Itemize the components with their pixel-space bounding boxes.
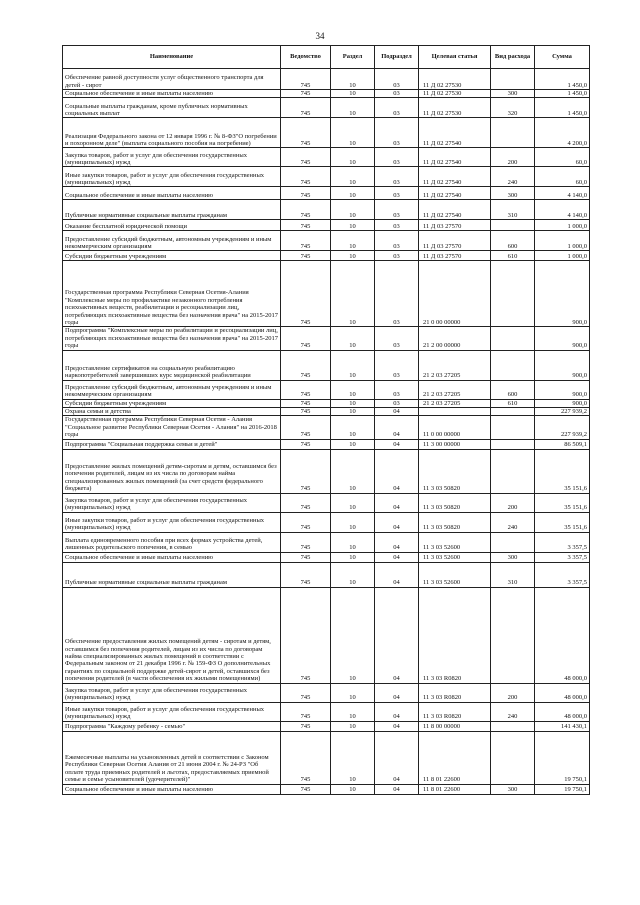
- row-target-article: 11 3 03 52600: [419, 532, 491, 552]
- row-sum: 3 357,5: [535, 532, 590, 552]
- table-row: [63, 408, 590, 416]
- table-row: [63, 552, 590, 562]
- row-expense-type: 300: [491, 90, 535, 98]
- row-target-article: 11 Д 02 27530: [419, 90, 491, 98]
- row-sum: 1 000,0: [535, 231, 590, 251]
- row-department: 745: [281, 220, 331, 231]
- row-target-article: 11 3 03 R0820: [419, 702, 491, 721]
- row-section: 10: [331, 69, 375, 90]
- row-target-article: 11 Д 03 27570: [419, 220, 491, 231]
- table-row: [63, 493, 590, 512]
- row-department: 745: [281, 683, 331, 702]
- header-department: Ведомство: [281, 46, 331, 69]
- table-row: [63, 449, 590, 493]
- row-section: 10: [331, 90, 375, 98]
- row-subsection: 04: [375, 416, 419, 439]
- row-section: 10: [331, 683, 375, 702]
- row-subsection: 04: [375, 731, 419, 784]
- row-department: 745: [281, 731, 331, 784]
- row-expense-type: [491, 449, 535, 493]
- row-department: 745: [281, 261, 331, 327]
- row-department: 745: [281, 69, 331, 90]
- row-subsection: 04: [375, 562, 419, 587]
- row-sum: 900,0: [535, 399, 590, 407]
- row-sum: 19 750,1: [535, 731, 590, 784]
- table-header: [63, 46, 590, 69]
- table-row: [63, 327, 590, 350]
- row-expense-type: [491, 731, 535, 784]
- row-expense-type: 600: [491, 231, 535, 251]
- row-department: 745: [281, 587, 331, 683]
- row-name: Государственная программа Республики Северная Осетия-Алания "Комплексные меры по профилактике незаконного потребления психоактивных веществ, реабилитации и ресоциализации лиц, потребляющих психоактивные вещества без назначения врача" на 2015-2017 годы: [63, 261, 281, 327]
- row-subsection: 03: [375, 231, 419, 251]
- row-department: 745: [281, 148, 331, 167]
- row-target-article: 11 8 00 00000: [419, 721, 491, 731]
- row-target-article: 11 3 03 50820: [419, 512, 491, 532]
- row-sum: 19 750,1: [535, 784, 590, 794]
- row-department: 745: [281, 532, 331, 552]
- row-subsection: 04: [375, 721, 419, 731]
- row-target-article: 11 3 03 50820: [419, 493, 491, 512]
- row-name: Субсидии бюджетным учреждениям: [63, 399, 281, 407]
- row-target-article: 11 Д 02 27540: [419, 187, 491, 200]
- header-target-article: Целевая статья: [419, 46, 491, 69]
- table-row: [63, 69, 590, 90]
- table-row: [63, 562, 590, 587]
- row-section: 10: [331, 327, 375, 350]
- table-row: [63, 702, 590, 721]
- row-department: 745: [281, 552, 331, 562]
- row-section: 10: [331, 512, 375, 532]
- row-target-article: 11 3 03 R0820: [419, 683, 491, 702]
- row-target-article: 11 8 01 22600: [419, 784, 491, 794]
- row-sum: 1 000,0: [535, 220, 590, 231]
- row-department: 745: [281, 187, 331, 200]
- row-name: Реализация Федерального закона от 12 января 1996 г. № 8-ФЗ"О погребении и похоронном деле" (выплата социального пособия на погребение): [63, 118, 281, 148]
- row-sum: 1 000,0: [535, 251, 590, 261]
- row-department: 745: [281, 231, 331, 251]
- row-expense-type: 240: [491, 167, 535, 187]
- row-section: 10: [331, 731, 375, 784]
- row-section: 10: [331, 220, 375, 231]
- table-row: [63, 416, 590, 439]
- row-section: 10: [331, 167, 375, 187]
- row-department: 745: [281, 721, 331, 731]
- row-sum: 3 357,5: [535, 562, 590, 587]
- table-row: [63, 251, 590, 261]
- row-subsection: 04: [375, 493, 419, 512]
- row-name: Закупка товаров, работ и услуг для обеспечения государственных (муниципальных) нужд: [63, 148, 281, 167]
- row-department: 745: [281, 439, 331, 449]
- row-expense-type: [491, 220, 535, 231]
- row-name: Публичные нормативные социальные выплаты гражданам: [63, 562, 281, 587]
- row-target-article: 11 Д 02 27540: [419, 148, 491, 167]
- row-section: 10: [331, 251, 375, 261]
- row-department: 745: [281, 90, 331, 98]
- row-subsection: 04: [375, 439, 419, 449]
- row-section: 10: [331, 449, 375, 493]
- row-subsection: 03: [375, 251, 419, 261]
- row-subsection: 03: [375, 380, 419, 399]
- row-target-article: [419, 408, 491, 416]
- row-section: 10: [331, 350, 375, 380]
- row-sum: 1 450,0: [535, 90, 590, 98]
- row-name: Предоставление субсидий бюджетным, автономным учреждениям и иным некоммерческим организациям: [63, 231, 281, 251]
- row-department: 745: [281, 512, 331, 532]
- row-expense-type: [491, 416, 535, 439]
- table-row: [63, 261, 590, 327]
- row-sum: 35 151,6: [535, 493, 590, 512]
- row-sum: 48 000,0: [535, 702, 590, 721]
- row-name: Подпрограмма "Каждому ребенку - семью": [63, 721, 281, 731]
- row-subsection: 03: [375, 118, 419, 148]
- row-section: 10: [331, 200, 375, 220]
- row-target-article: 21 2 03 27205: [419, 350, 491, 380]
- row-name: Предоставление субсидий бюджетным, автономным учреждениям и иным некоммерческим организациям: [63, 380, 281, 399]
- row-target-article: 11 8 01 22600: [419, 731, 491, 784]
- row-name: Социальные выплаты гражданам, кроме публичных нормативных социальных выплат: [63, 98, 281, 118]
- row-name: Охрана семьи и детства: [63, 408, 281, 416]
- row-subsection: 03: [375, 69, 419, 90]
- table-row: [63, 98, 590, 118]
- row-sum: 900,0: [535, 261, 590, 327]
- row-expense-type: 310: [491, 200, 535, 220]
- table-row: [63, 532, 590, 552]
- row-subsection: 03: [375, 167, 419, 187]
- row-department: 745: [281, 408, 331, 416]
- row-section: 10: [331, 587, 375, 683]
- row-department: 745: [281, 167, 331, 187]
- row-section: 10: [331, 408, 375, 416]
- row-department: 745: [281, 493, 331, 512]
- row-subsection: 04: [375, 587, 419, 683]
- row-expense-type: [491, 118, 535, 148]
- row-target-article: 11 0 00 00000: [419, 416, 491, 439]
- row-expense-type: 300: [491, 187, 535, 200]
- row-section: 10: [331, 552, 375, 562]
- row-section: 10: [331, 98, 375, 118]
- row-section: 10: [331, 148, 375, 167]
- row-expense-type: [491, 69, 535, 90]
- row-section: 10: [331, 493, 375, 512]
- row-expense-type: 240: [491, 512, 535, 532]
- row-name: Социальное обеспечение и иные выплаты населению: [63, 552, 281, 562]
- row-department: 745: [281, 380, 331, 399]
- table-row: [63, 587, 590, 683]
- row-name: Обеспечение равной доступности услуг общественного транспорта для детей - сирот: [63, 69, 281, 90]
- table-row: [63, 200, 590, 220]
- page-number: 34: [315, 31, 325, 41]
- row-expense-type: 200: [491, 493, 535, 512]
- row-expense-type: 600: [491, 380, 535, 399]
- row-department: 745: [281, 416, 331, 439]
- table-row: [63, 167, 590, 187]
- header-sum: Сумма: [535, 46, 590, 69]
- row-section: 10: [331, 784, 375, 794]
- row-sum: 900,0: [535, 350, 590, 380]
- row-expense-type: [491, 587, 535, 683]
- row-name: Подпрограмма "Комплексные меры по реабилитации и ресоциализации лиц, потребляющих психоактивные вещества без назначения врача" на 2015-2017 годы: [63, 327, 281, 350]
- table-row: [63, 683, 590, 702]
- row-target-article: 21 2 00 00000: [419, 327, 491, 350]
- row-subsection: 03: [375, 98, 419, 118]
- row-expense-type: [491, 439, 535, 449]
- row-subsection: 03: [375, 350, 419, 380]
- table-row: [63, 731, 590, 784]
- row-section: 10: [331, 532, 375, 552]
- row-subsection: 03: [375, 399, 419, 407]
- row-name: Иные закупки товаров, работ и услуг для обеспечения государственных (муниципальных) нужд: [63, 702, 281, 721]
- row-department: 745: [281, 251, 331, 261]
- row-sum: 4 200,0: [535, 118, 590, 148]
- row-section: 10: [331, 439, 375, 449]
- table-row: [63, 118, 590, 148]
- row-sum: 141 430,1: [535, 721, 590, 731]
- row-name: Социальное обеспечение и иные выплаты населению: [63, 90, 281, 98]
- row-target-article: 11 3 03 50820: [419, 449, 491, 493]
- row-name: Обеспечение предоставления жилых помещений детям - сиротам и детям, оставшимся без попечения родителей, лицам из их числа по договорам найма специализированных жилых помещений в соответствии с Федеральным законом от 21 декабря 1996 г. № 159-ФЗ О дополнительных гарантиях по социальной поддержке детей-сирот и детей, оставшихся без попечения родителей (в части обеспечения их жилыми помещениями): [63, 587, 281, 683]
- row-subsection: 03: [375, 148, 419, 167]
- row-target-article: 11 3 03 R0820: [419, 587, 491, 683]
- budget-table: [62, 45, 590, 795]
- row-sum: 60,0: [535, 148, 590, 167]
- row-department: 745: [281, 327, 331, 350]
- row-expense-type: 300: [491, 784, 535, 794]
- row-name: Закупка товаров, работ и услуг для обеспечения государственных (муниципальных) нужд: [63, 683, 281, 702]
- row-sum: 35 151,6: [535, 449, 590, 493]
- row-expense-type: [491, 261, 535, 327]
- row-expense-type: 310: [491, 562, 535, 587]
- row-name: Предоставление сертификатов на социальную реабилитацию наркопотребителей завершивших курс медицинской реабилитации: [63, 350, 281, 380]
- row-section: 10: [331, 562, 375, 587]
- row-target-article: 11 Д 03 27570: [419, 251, 491, 261]
- row-name: Оказание бесплатной юридической помощи: [63, 220, 281, 231]
- row-sum: 227 939,2: [535, 416, 590, 439]
- row-section: 10: [331, 702, 375, 721]
- row-sum: 86 509,1: [535, 439, 590, 449]
- header-section: Раздел: [331, 46, 375, 69]
- row-name: Иные закупки товаров, работ и услуг для обеспечения государственных (муниципальных) нужд: [63, 167, 281, 187]
- row-sum: 60,0: [535, 167, 590, 187]
- row-subsection: 04: [375, 702, 419, 721]
- row-expense-type: 200: [491, 148, 535, 167]
- row-sum: 48 000,0: [535, 683, 590, 702]
- row-section: 10: [331, 416, 375, 439]
- table-row: [63, 439, 590, 449]
- table-body: [63, 69, 590, 795]
- table-row: [63, 187, 590, 200]
- row-sum: 900,0: [535, 380, 590, 399]
- row-sum: 4 140,0: [535, 200, 590, 220]
- row-subsection: 03: [375, 261, 419, 327]
- row-expense-type: 300: [491, 552, 535, 562]
- row-sum: 1 450,0: [535, 69, 590, 90]
- row-section: 10: [331, 231, 375, 251]
- row-expense-type: [491, 408, 535, 416]
- row-section: 10: [331, 399, 375, 407]
- row-section: 10: [331, 118, 375, 148]
- row-name: Закупка товаров, работ и услуг для обеспечения государственных (муниципальных) нужд: [63, 493, 281, 512]
- row-subsection: 03: [375, 187, 419, 200]
- row-target-article: 11 Д 02 27530: [419, 98, 491, 118]
- table-row: [63, 721, 590, 731]
- row-subsection: 03: [375, 90, 419, 98]
- row-expense-type: [491, 350, 535, 380]
- row-expense-type: 610: [491, 251, 535, 261]
- table-row: [63, 220, 590, 231]
- row-subsection: 03: [375, 200, 419, 220]
- table-row: [63, 90, 590, 98]
- row-expense-type: [491, 721, 535, 731]
- row-sum: 35 151,6: [535, 512, 590, 532]
- row-subsection: 04: [375, 408, 419, 416]
- row-department: 745: [281, 784, 331, 794]
- row-subsection: 04: [375, 532, 419, 552]
- table-row: [63, 512, 590, 532]
- row-subsection: 04: [375, 512, 419, 532]
- row-subsection: 04: [375, 784, 419, 794]
- row-sum: 4 140,0: [535, 187, 590, 200]
- row-name: Социальное обеспечение и иные выплаты населению: [63, 187, 281, 200]
- table-row: [63, 148, 590, 167]
- row-target-article: 21 0 00 00000: [419, 261, 491, 327]
- row-department: 745: [281, 350, 331, 380]
- row-target-article: 11 Д 02 27530: [419, 69, 491, 90]
- header-expense-type: Вид расхода: [491, 46, 535, 69]
- row-target-article: 11 3 00 00000: [419, 439, 491, 449]
- row-subsection: 03: [375, 220, 419, 231]
- row-expense-type: [491, 327, 535, 350]
- table-row: [63, 231, 590, 251]
- row-department: 745: [281, 118, 331, 148]
- row-target-article: 11 Д 03 27570: [419, 231, 491, 251]
- header-subsection: Подраздел: [375, 46, 419, 69]
- row-expense-type: 610: [491, 399, 535, 407]
- row-name: Социальное обеспечение и иные выплаты населению: [63, 784, 281, 794]
- row-name: Выплата единовременного пособия при всех формах устройства детей, лишенных родительского попечения, в семью: [63, 532, 281, 552]
- row-name: Субсидии бюджетным учреждениям: [63, 251, 281, 261]
- row-sum: 48 000,0: [535, 587, 590, 683]
- row-expense-type: [491, 532, 535, 552]
- row-expense-type: 200: [491, 683, 535, 702]
- row-target-article: 21 2 03 27205: [419, 399, 491, 407]
- table-row: [63, 350, 590, 380]
- row-subsection: 04: [375, 683, 419, 702]
- row-name: Государственная программа Республики Северная Осетия - Алания "Социальное развитие Республики Северная Осетия - Алания" на 2016-2018 годы: [63, 416, 281, 439]
- row-target-article: 11 Д 02 27540: [419, 167, 491, 187]
- row-section: 10: [331, 721, 375, 731]
- row-sum: 227 939,2: [535, 408, 590, 416]
- row-name: Иные закупки товаров, работ и услуг для обеспечения государственных (муниципальных) нужд: [63, 512, 281, 532]
- row-department: 745: [281, 200, 331, 220]
- row-department: 745: [281, 562, 331, 587]
- row-name: Предоставление жилых помещений детям-сиротам и детям, оставшимся без попечения родителей, лицам из их числа по договорам найма специализированных жилых помещений (за счет средств федерального бюджета): [63, 449, 281, 493]
- row-section: 10: [331, 261, 375, 327]
- row-name: Ежемесячные выплаты на усыновленных детей в соответствии с Законом Республики Северная Осетия Алания от 21 июня 2004 г. № 24-РЗ "Об оплате труда приемных родителей и льготах, предоставляемых приемной семье и семье усыновителей (удочерителей)": [63, 731, 281, 784]
- table-row: [63, 380, 590, 399]
- row-department: 745: [281, 98, 331, 118]
- row-target-article: 11 3 03 52600: [419, 562, 491, 587]
- row-target-article: 11 Д 02 27540: [419, 118, 491, 148]
- table-row: [63, 399, 590, 407]
- row-sum: 3 357,5: [535, 552, 590, 562]
- row-section: 10: [331, 187, 375, 200]
- row-subsection: 04: [375, 552, 419, 562]
- row-expense-type: 240: [491, 702, 535, 721]
- row-department: 745: [281, 399, 331, 407]
- header-name: Наименование: [63, 46, 281, 69]
- row-section: 10: [331, 380, 375, 399]
- row-name: Публичные нормативные социальные выплаты гражданам: [63, 200, 281, 220]
- row-name: Подпрограмма "Социальная поддержка семьи и детей": [63, 439, 281, 449]
- row-target-article: 11 3 03 52600: [419, 552, 491, 562]
- row-department: 745: [281, 702, 331, 721]
- row-sum: 900,0: [535, 327, 590, 350]
- row-expense-type: 320: [491, 98, 535, 118]
- row-sum: 1 450,0: [535, 98, 590, 118]
- row-target-article: 21 2 03 27205: [419, 380, 491, 399]
- row-subsection: 04: [375, 449, 419, 493]
- row-subsection: 03: [375, 327, 419, 350]
- row-department: 745: [281, 449, 331, 493]
- table-row: [63, 784, 590, 794]
- row-target-article: 11 Д 02 27540: [419, 200, 491, 220]
